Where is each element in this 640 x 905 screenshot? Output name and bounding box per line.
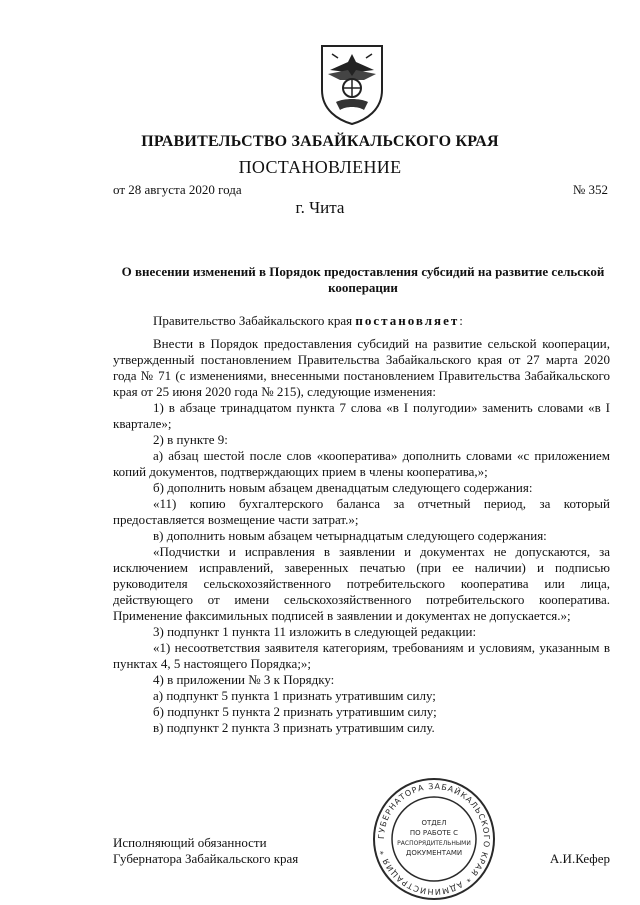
paragraph: в) подпункт 2 пункта 3 признать утратившим силу. (153, 720, 435, 735)
stamp-line: ПО РАБОТЕ С (409, 829, 459, 837)
official-stamp (370, 775, 498, 903)
stamp-line: ОТДЕЛ (421, 819, 447, 827)
paragraph: 1) в абзаце тринадцатом пункта 7 слова «в I полугодии» заменить словами «в I квартале»; (113, 400, 610, 431)
paragraph: а) абзац шестой после слов «кооператива» дополнить словами «с приложением копий документов, подтверждающих прием в члены кооператива,»; (113, 448, 610, 479)
paragraph: «Подчистки и исправления в заявлении и документах не допускаются, за исключением исправлений, заверенных печатью (при ее наличии) и подписью руководителя сельскохозяйственного потребительского кооператива или лица, действующего от имени сельскохозяйственного потребительского кооператива. Применение факсимильных подписей в заявлении и документах не допускается.»; (113, 544, 610, 623)
signatory-name: А.И.Кефер (549, 851, 610, 866)
document-type: ПОСТАНОВЛЕНИЕ (238, 157, 402, 177)
paragraph: 3) подпункт 1 пункта 11 изложить в следующей редакции: (153, 624, 477, 639)
intro-text: Правительство Забайкальского края (153, 313, 353, 328)
intro-colon: : (459, 313, 463, 328)
signatory-role-line: Исполняющий обязанности (113, 835, 267, 850)
svg-text:ГУБЕРНАТОРА ЗАБАЙКАЛЬСКОГО КРА (377, 782, 491, 896)
paragraph: 4) в приложении № 3 к Порядку: (153, 672, 335, 687)
stamp-line: ДОКУМЕНТАМИ (405, 849, 463, 857)
paragraph: Внести в Порядок предоставления субсидий на развитие сельской кооперации, утвержденный постановлением Правительства Забайкальского края от 27 марта 2020 года № 71 (с изменениями, внесенными постановлением Правительства Забайкальского края от 25 июня 2020 года № 215), следующие изменения: (113, 336, 610, 399)
intro-line (113, 313, 610, 329)
stamp-line: РАСПОРЯДИТЕЛЬНЫМИ (397, 840, 471, 847)
government-title: ПРАВИТЕЛЬСТВО ЗАБАЙКАЛЬСКОГО КРАЯ (141, 133, 499, 150)
paragraph: 2) в пункте 9: (153, 432, 228, 447)
paragraph: «1) несоответствия заявителя категориям, требованиям и условиям, указанным в пунктах 4, 5 настоящего Порядка;»; (113, 640, 610, 671)
stamp-ring-text: ГУБЕРНАТОРА ЗАБАЙКАЛЬСКОГО КРАЯ * АДМИНИСТРАЦИЯ * (376, 781, 492, 897)
document-number: № 352 (572, 182, 608, 197)
signatory-role (113, 835, 298, 867)
city: г. Чита (295, 198, 345, 217)
paragraph: б) подпункт 5 пункта 2 признать утратившим силу; (153, 704, 437, 719)
document-subject: О внесении изменений в Порядок предоставления субсидий на развитие сельской кооперации (121, 264, 605, 295)
document-body (113, 313, 610, 736)
signatory-role-line: Губернатора Забайкальского края (113, 851, 299, 866)
paragraph: а) подпункт 5 пункта 1 признать утратившим силу; (153, 688, 436, 703)
paragraph: б) дополнить новым абзацем двенадцатым следующего содержания: (153, 480, 533, 495)
paragraph: в) дополнить новым абзацем четырнадцатым следующего содержания: (153, 528, 547, 543)
paragraph: «11) копию бухгалтерского баланса за отчетный период, за который предоставляется возмещение части затрат.»; (113, 496, 610, 527)
document-date: от 28 августа 2020 года (113, 182, 242, 197)
coat-of-arms-icon (318, 40, 386, 126)
intro-verb: постановляет (355, 313, 460, 328)
